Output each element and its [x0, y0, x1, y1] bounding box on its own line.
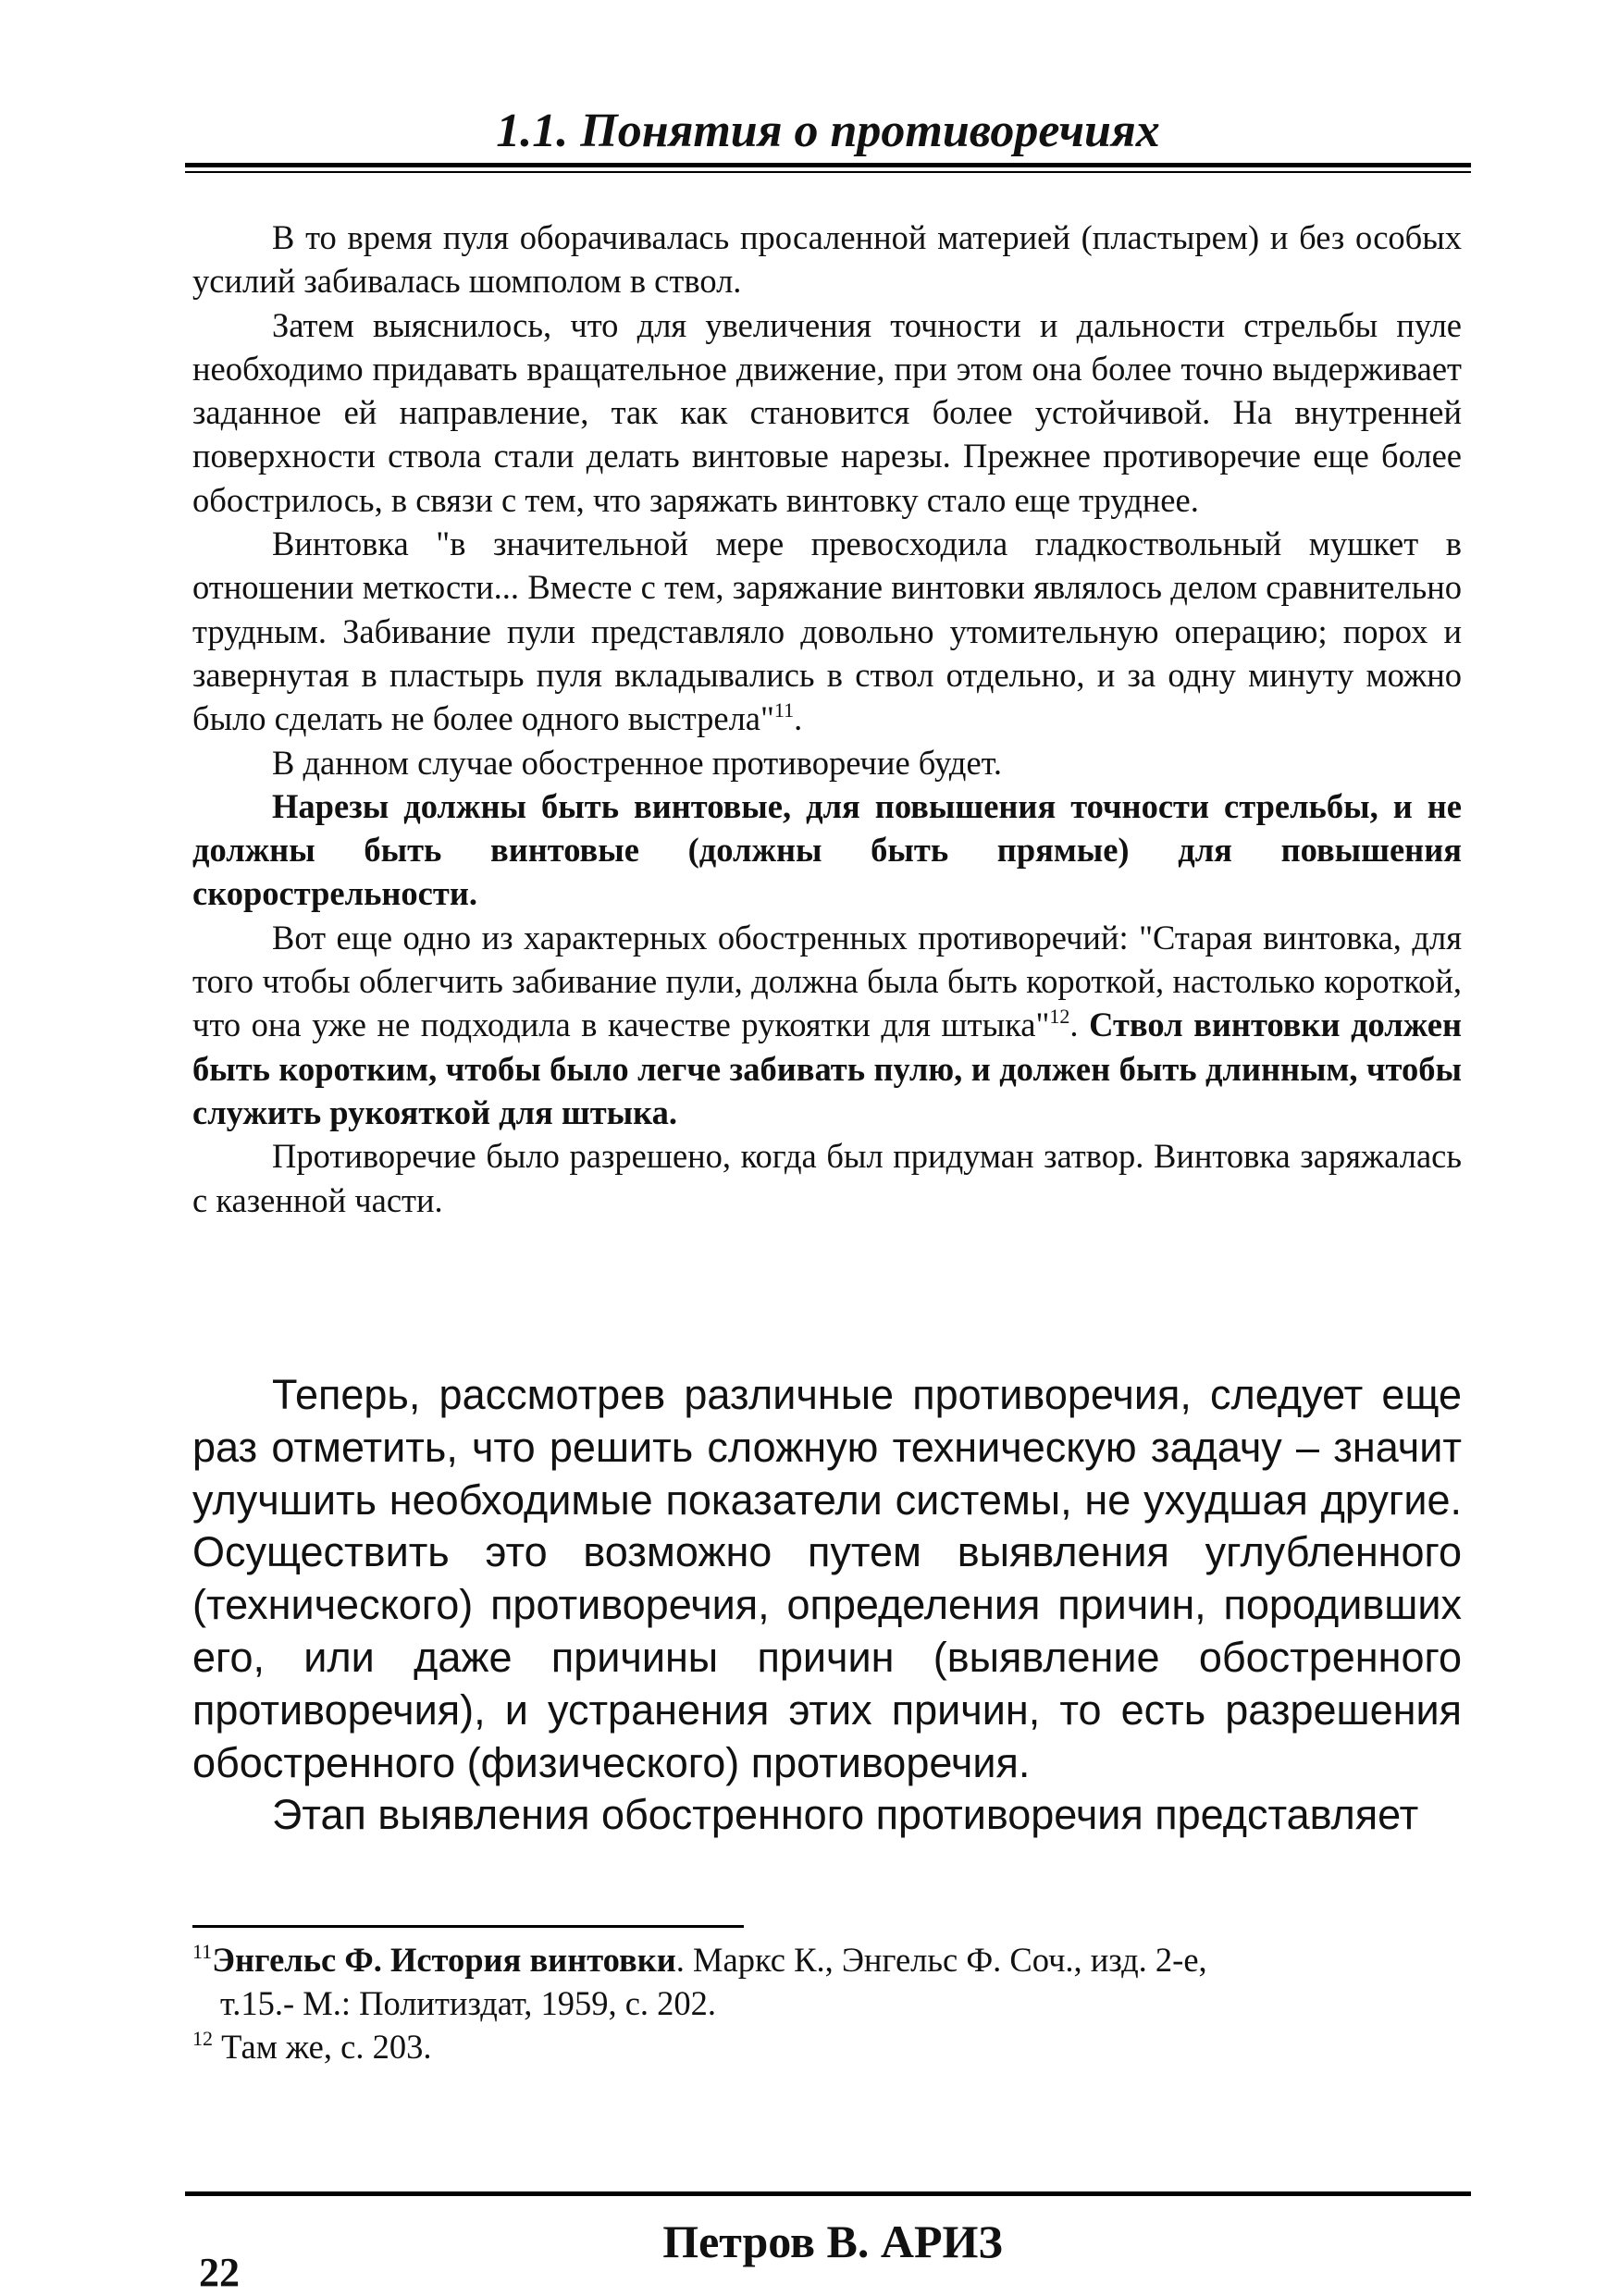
footnote-ref-12: 12 — [1049, 1005, 1070, 1029]
paragraph: В то время пуля оборачивалась просаленной материей (пластырем) и без особых усилий забивалась шомполом в ствол. — [192, 218, 1462, 301]
footer-rule — [185, 2191, 1471, 2196]
footnotes — [192, 1938, 1462, 2068]
footnote-12: $^{12}$ Там же, с. 203. — [192, 2027, 432, 2066]
large-body-text — [192, 1369, 1462, 1842]
paragraph-quote-rifle: Винтовка "в значительной мере превосходила гладкоствольный мушкет в отношении меткости... Вместе с тем, заряжание винтовки являлось делом сравнительно трудным. Забивание пули представляло довольно утомительную операцию; порох и завернутая в пластырь пуля вкладывались в ствол отдельно, и за одну минуту можно было сделать не более одного выстрела"$^{11}$. — [192, 525, 1462, 738]
paragraph: Затем выяснилось, что для увеличения точности и дальности стрельбы пуле необходимо придавать вращательное движение, при этом она более точно выдерживает заданное ей направление, так как становится более устойчивой. На внутренней поверхности ствола стали делать винтовые нарезы. Прежнее противоречие еще более обострилось, в связи с тем, что заряжать винтовку стало еще труднее. — [192, 305, 1462, 519]
paragraph-large: Этап выявления обостренного противоречия представляет — [272, 1791, 1419, 1839]
body-text — [192, 216, 1462, 1222]
running-header-title: 1.1. Понятия о противоречиях — [496, 105, 1160, 157]
page-number: 22 — [199, 2250, 240, 2295]
running-footer-title: Петров В. АРИЗ — [662, 2216, 1003, 2267]
header-rule-thin — [185, 171, 1471, 173]
footnote-11-continuation: т.15.- М.: Политиздат, 1959, с. 202. — [220, 1984, 717, 2022]
footnote-separator — [192, 1925, 744, 1928]
paragraph-contradiction-bold: Нарезы должны быть винтовые, для повышения точности стрельбы, и не должны быть винтовые (должны быть прямые) для повышения скорострельности. — [192, 786, 1462, 913]
footnote-11: $^{11}$Энгельс Ф. История винтовки. Маркс К., Энгельс Ф. Соч., изд. 2-е, — [192, 1940, 1207, 1979]
paragraph: В данном случае обостренное противоречие будет. — [272, 743, 1003, 782]
paragraph: Противоречие было разрешено, когда был придуман затвор. Винтовка заряжалась с казенной части. — [192, 1137, 1462, 1219]
paragraph-quote-bayonet: Вот еще одно из характерных обостренных противоречий: "Старая винтовка, для того чтобы облегчить забивание пули, должна была быть короткой, настолько короткой, что она уже не подходила в качестве рукоятки для штыка"$^{12}$. Ствол винтовки должен быть коротким, чтобы было легче забивать пулю, и должен быть длинным, чтобы служить рукояткой для штыка. — [192, 918, 1463, 1131]
header-rule-thick — [185, 163, 1471, 167]
footnote-ref-11: 11 — [773, 698, 795, 722]
paragraph-large: Теперь, рассмотрев различные противоречия, следует еще раз отметить, что решить сложную техническую задачу – значит улучшить необходимые показатели системы, не ухудшая другие. Осуществить это возможно путем выявления углубленного (технического) противоречия, определения причин, породивших его, или даже причины причин (выявление обостренного противоречия), и устранения этих причин, то есть разрешения обостренного (физического) противоречия. — [192, 1371, 1462, 1786]
